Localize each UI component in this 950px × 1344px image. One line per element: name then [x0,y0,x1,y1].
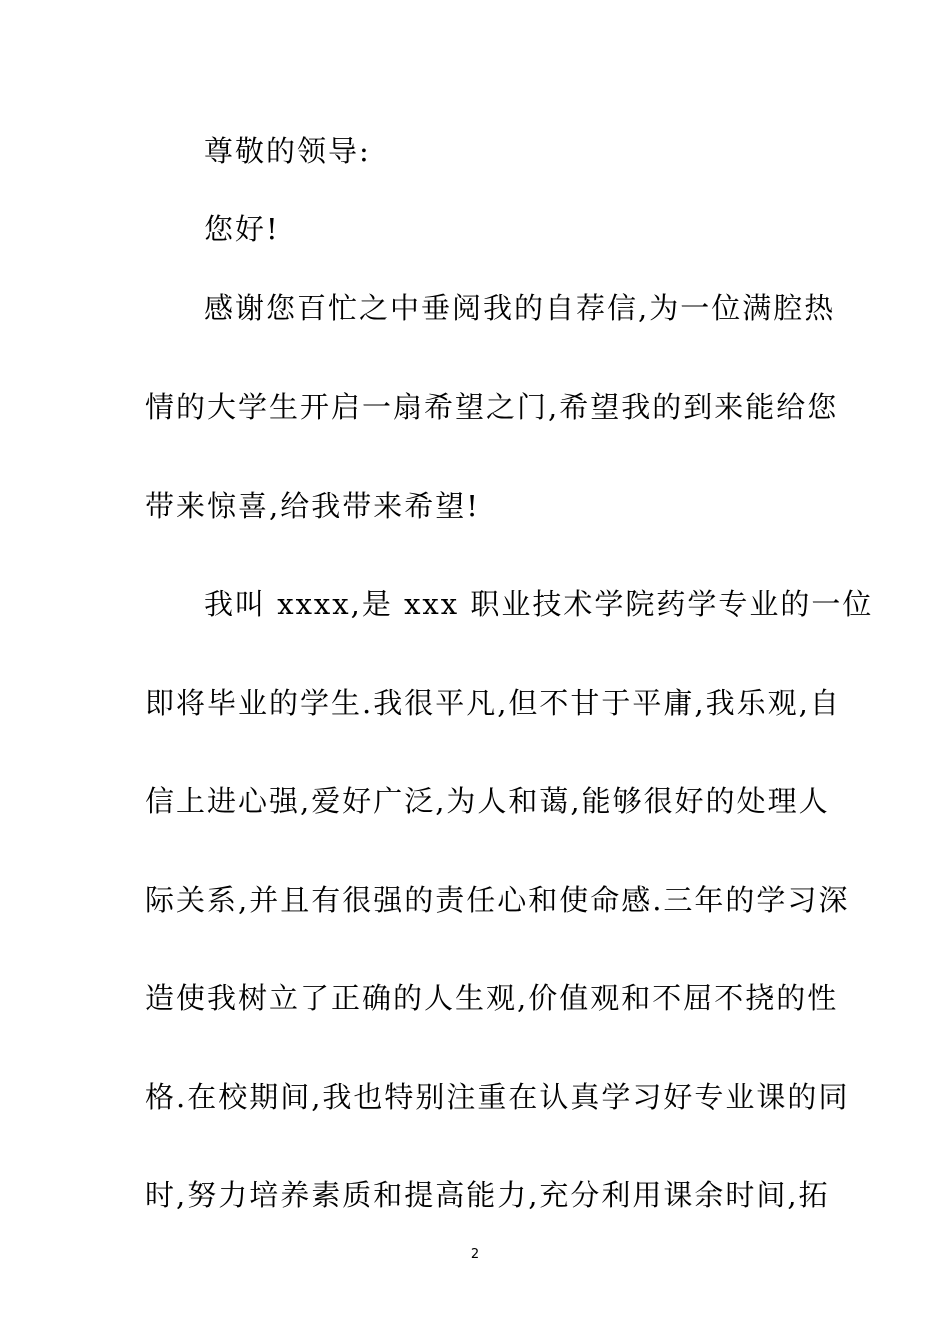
paragraph-line: 信上进心强,爱好广泛,为人和蔼,能够很好的处理人 [145,784,830,818]
paragraph-line: 情的大学生开启一扇希望之门,希望我的到来能给您 [145,390,839,424]
paragraph-line: 造使我树立了正确的人生观,价值观和不屈不挠的性 [145,981,839,1015]
paragraph-line: 际关系,并且有很强的责任心和使命感.三年的学习深 [145,883,850,917]
paragraph-line: 格.在校期间,我也特别注重在认真学习好专业课的同 [145,1080,850,1114]
salutation: 尊敬的领导: [204,134,371,168]
paragraph-line: 带来惊喜,给我带来希望! [145,489,480,523]
paragraph-line: 感谢您百忙之中垂阅我的自荐信,为一位满腔热 [204,291,836,325]
paragraph-line: 我叫 xxxx,是 xxx 职业技术学院药学专业的一位 [204,587,874,621]
greeting: 您好! [204,212,280,246]
paragraph-line: 时,努力培养素质和提高能力,充分利用课余时间,拓 [145,1178,830,1212]
paragraph-line: 即将毕业的学生.我很平凡,但不甘于平庸,我乐观,自 [145,686,841,720]
page-number: 2 [470,1247,480,1262]
